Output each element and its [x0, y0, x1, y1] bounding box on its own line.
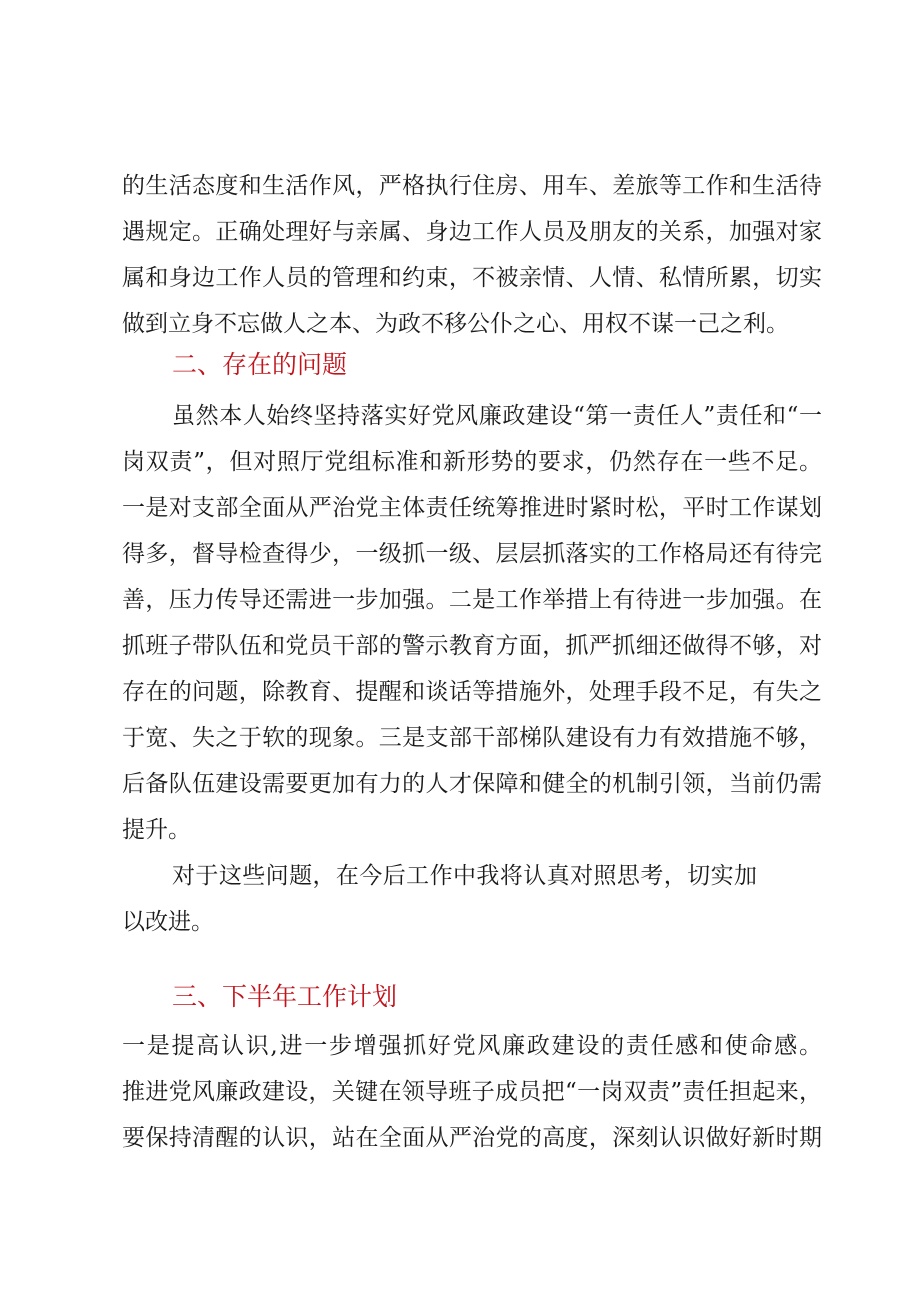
paragraph-line: 后备队伍建设需要更加有力的人才保障和健全的机制引领，当前仍需: [122, 771, 822, 797]
paragraph-line: 虽然本人始终坚持落实好党风廉政建设“第一责任人”责任和“一: [172, 403, 822, 429]
paragraph-line: 对于这些问题，在今后工作中我将认真对照思考，切实加: [172, 863, 757, 889]
paragraph-line: 做到立身不忘做人之本、为政不移公仆之心、用权不谋一己之利。: [122, 311, 789, 337]
paragraph-line: 以改进。: [122, 909, 214, 935]
paragraph-line: 抓班子带队伍和党员干部的警示教育方面，抓严抓细还做得不够，对: [122, 633, 822, 659]
paragraph-line: 遇规定。正确处理好与亲属、身边工作人员及朋友的关系，加强对家: [122, 219, 822, 245]
paragraph-line: 一是对支部全面从严治党主体责任统筹推进时紧时松，平时工作谋划: [122, 495, 822, 521]
paragraph-line: 属和身边工作人员的管理和约束，不被亲情、人情、私情所累，切实: [122, 265, 822, 291]
paragraph-line: 要保持清醒的认识，站在全面从严治党的高度，深刻认识做好新时期: [122, 1125, 822, 1151]
paragraph-line: 一是提高认识,进一步增强抓好党风廉政建设的责任感和使命感。: [122, 1033, 822, 1059]
paragraph-line: 于宽、失之于软的现象。三是支部干部梯队建设有力有效措施不够，: [122, 725, 822, 751]
section-heading-plan: 三、下半年工作计划: [172, 982, 398, 1011]
paragraph-line: 提升。: [122, 817, 191, 843]
paragraph-line: 推进党风廉政建设，关键在领导班子成员把“一岗双责”责任担起来，: [122, 1079, 822, 1105]
paragraph-line: 存在的问题，除教育、提醒和谈话等措施外，处理手段不足，有失之: [122, 679, 822, 705]
paragraph-line: 的生活态度和生活作风，严格执行住房、用车、差旅等工作和生活待: [122, 173, 822, 199]
section-heading-problems: 二、存在的问题: [172, 350, 348, 379]
paragraph-line: 岗双责”，但对照厅党组标准和新形势的要求，仍然存在一些不足。: [122, 449, 822, 475]
paragraph-line: 善，压力传导还需进一步加强。二是工作举措上有待进一步加强。在: [122, 587, 822, 613]
paragraph-line: 得多，督导检查得少，一级抓一级、层层抓落实的工作格局还有待完: [122, 541, 822, 567]
